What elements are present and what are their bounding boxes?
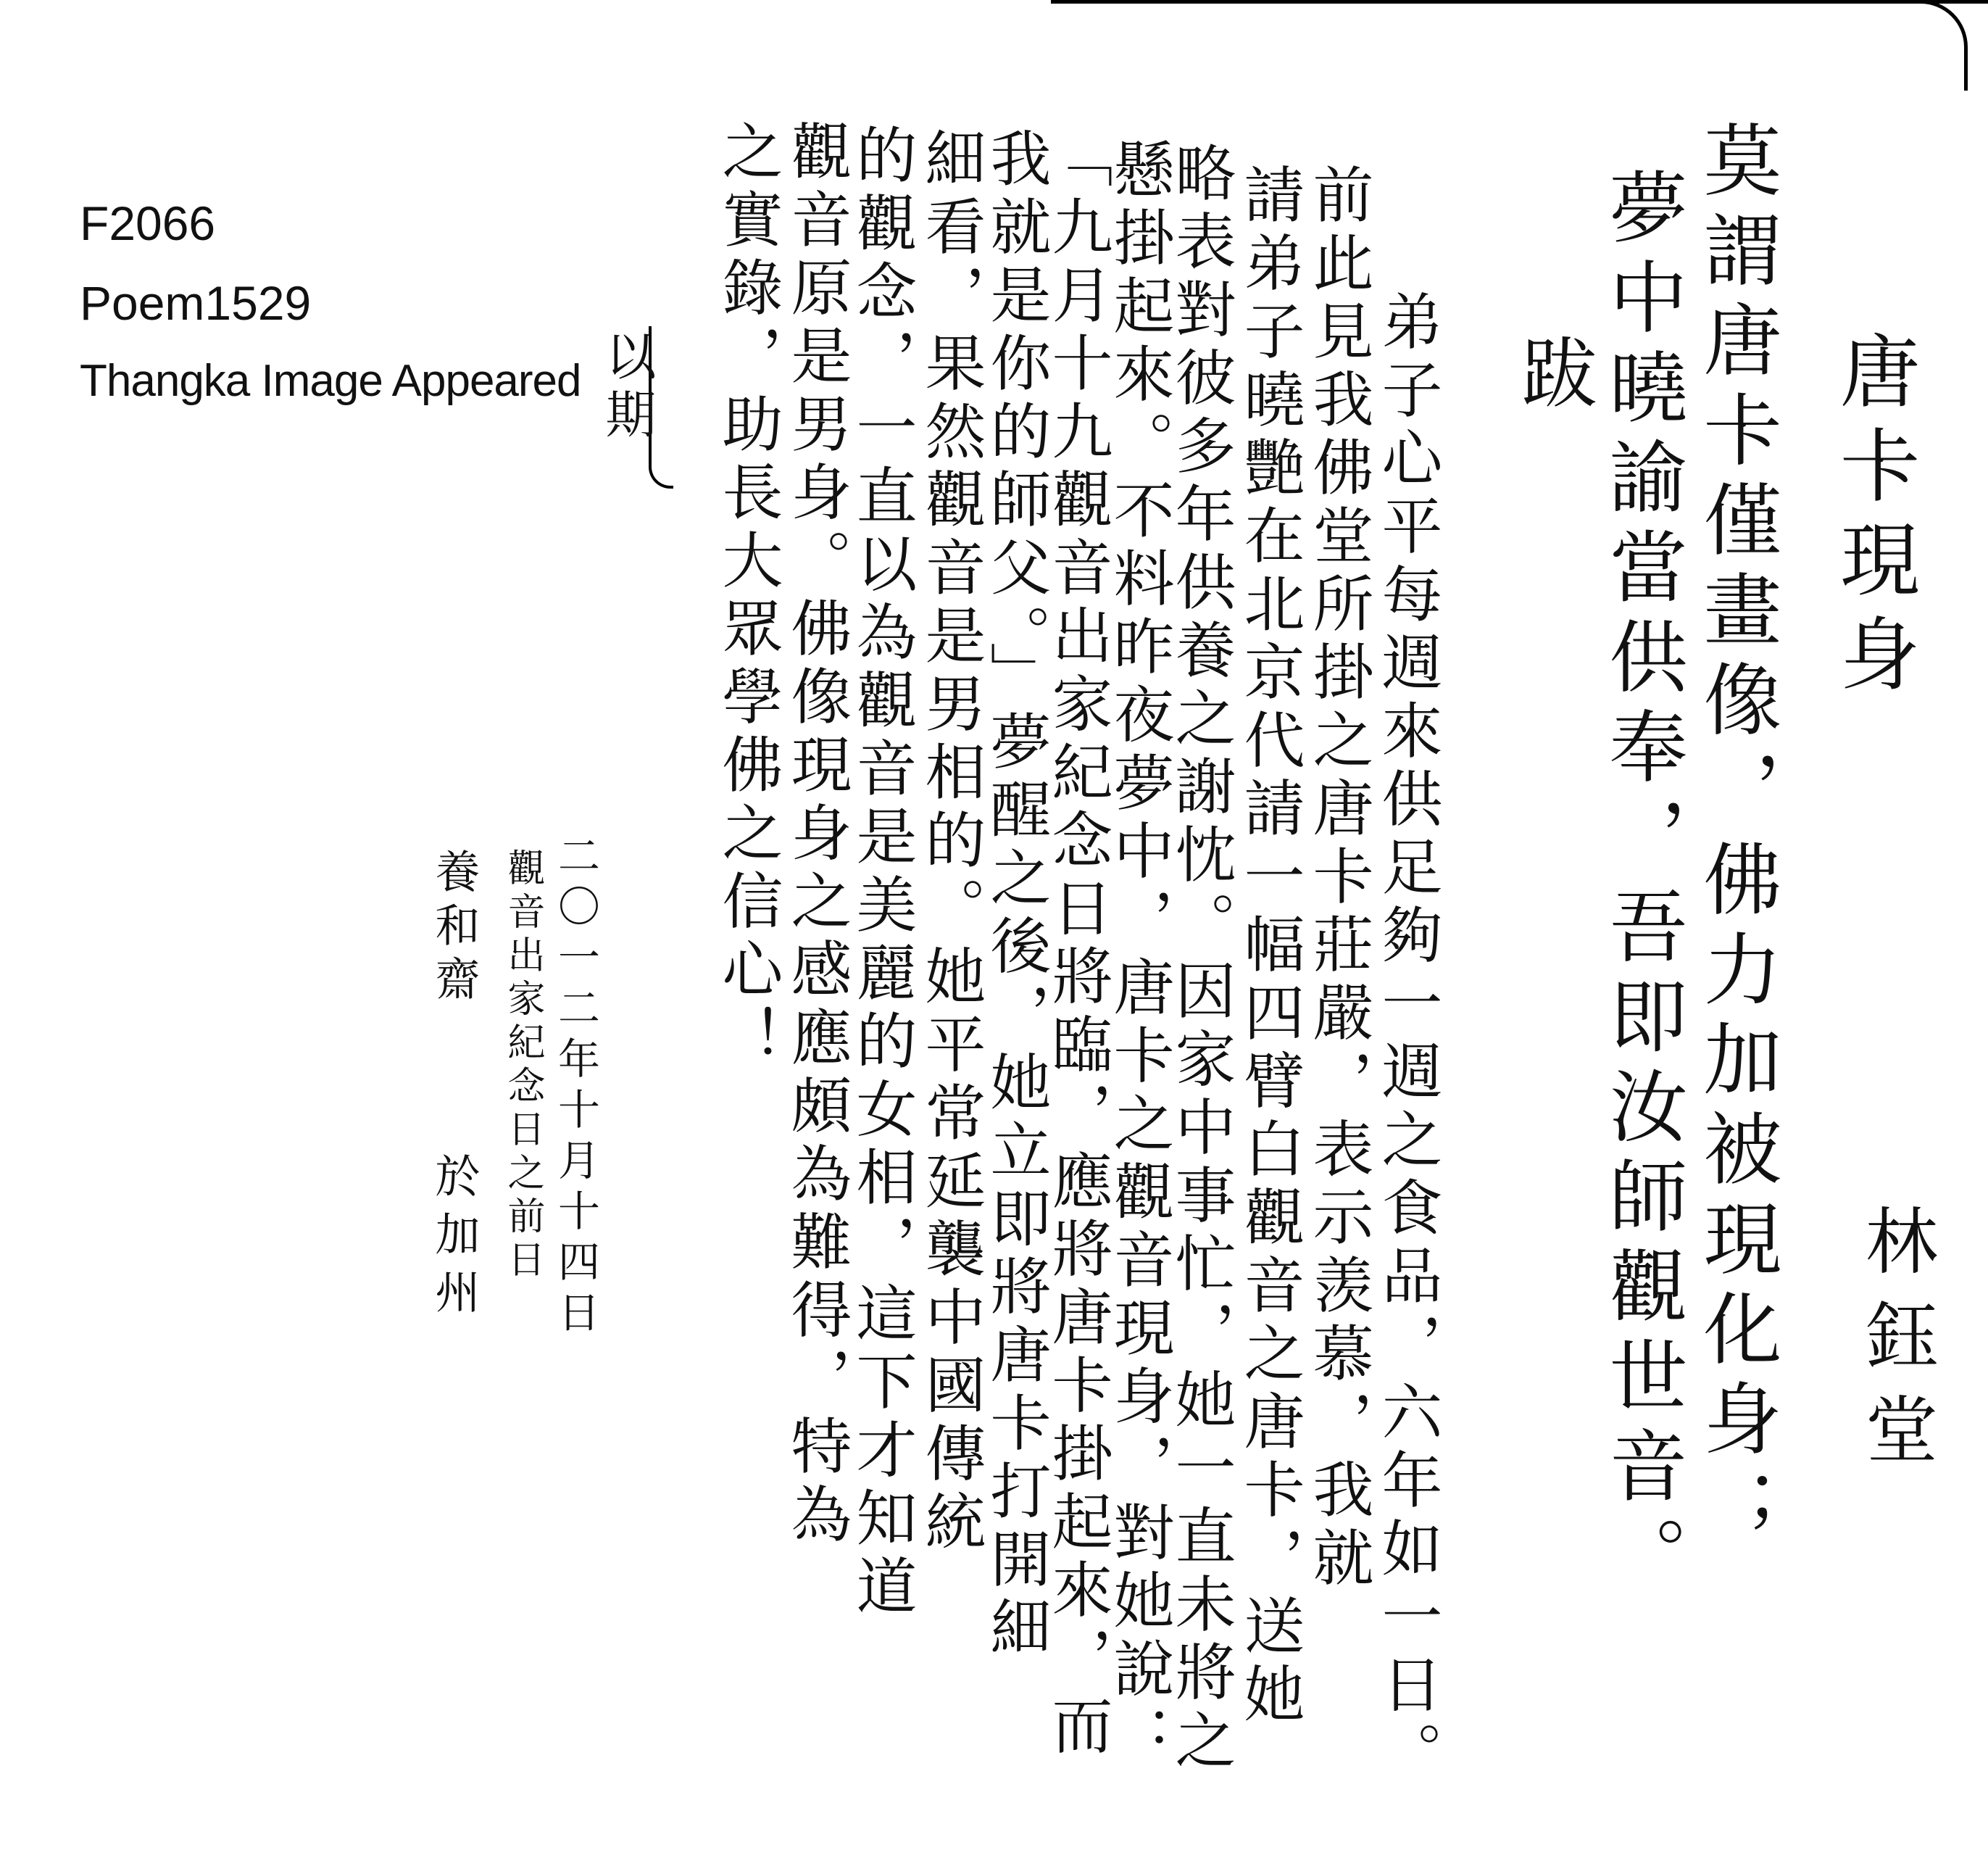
postscript-line-10: 觀音原是男身。佛像現身之感應頗為難得，特為 [781, 120, 852, 1551]
postscript-line-4: 略表對彼多年供養之謝忱。因家中事忙，她一直未將之 [1165, 141, 1236, 1777]
catalog-code: F2066 [80, 196, 216, 250]
postscript-line-3: 請弟子曉艷在北京代請一幅四臂白觀音之唐卡，送她 [1234, 163, 1305, 1730]
occasion-line: 觀音出家紀念日之前日 [501, 848, 544, 1283]
postscript-line-9: 的觀念，一直以為觀音是美麗的女相，這下才知道 [847, 123, 918, 1622]
postscript-line-2: 前此見我佛堂所掛之唐卡莊嚴，表示羡慕，我就 [1303, 163, 1374, 1594]
postscript-line-6: 「九月十九觀音出家紀念日將臨，應將唐卡掛起來，而 [1042, 127, 1113, 1762]
poem-number: Poem1529 [80, 276, 312, 330]
date-line: 二〇一二年十月十四日 [551, 834, 600, 1341]
poem-title: 唐卡現身 [1827, 330, 1920, 707]
scan-corner-border [1921, 0, 1968, 91]
english-title: Thangka Image Appeared [80, 356, 581, 406]
postscript-line-5: 懸掛起來。不料昨夜夢中，唐卡之觀音現身，對她說： [1104, 138, 1175, 1773]
postscript-line-8: 細看，果然觀音是男相的。她平常延襲中國傳統 [915, 127, 986, 1558]
poem-line-2: 夢中曉諭當供奉，吾即汝師觀世音。 [1596, 167, 1687, 1605]
scan-top-border [1051, 0, 1988, 4]
poem-line-1: 莫謂唐卡僅畫像，佛力加被現化身； [1690, 120, 1781, 1558]
postscript-heading: 跋 [1509, 333, 1597, 410]
postscript-insertion: 以期 [597, 330, 657, 446]
postscript-line-1: 弟子心平每週來供足夠一週之食品，六年如一日。 [1372, 290, 1443, 1789]
studio-name: 養和齋 [428, 848, 481, 1009]
author-name: 林鈺堂 [1853, 1203, 1938, 1486]
postscript-line-11: 之實錄，助長大眾學佛之信心！ [712, 120, 783, 1074]
postscript-line-7: 我就是你的師父。」夢醒之後，她立即將唐卡打開細 [981, 127, 1052, 1664]
place-name: 於加州 [428, 1153, 481, 1327]
